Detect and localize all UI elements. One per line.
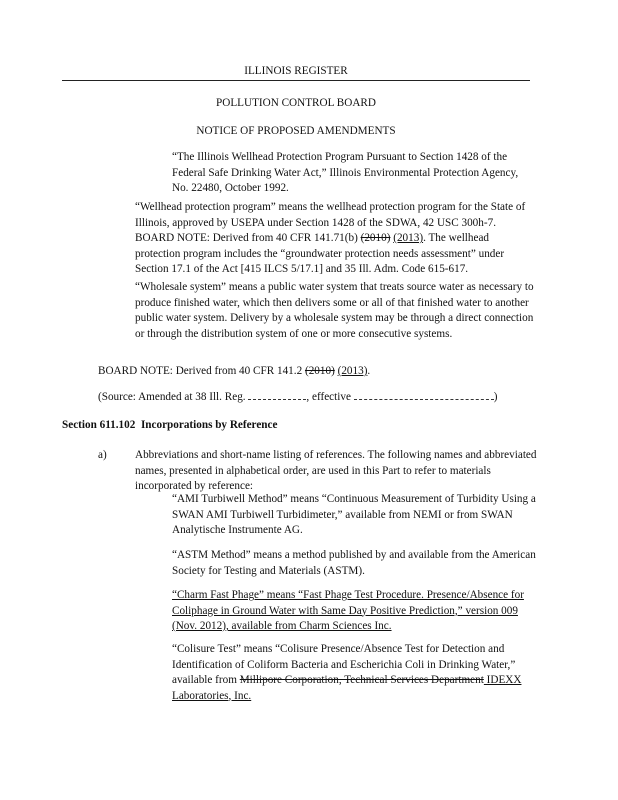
ref-charm-fast-phage: “Charm Fast Phage” means “Fast Phage Test Procedure. Presence/Absence for Coliphage in Ground Water with Same Day Positive Prediction,” version 009 (Nov. 2012), available from Charm Sciences Inc. bbox=[172, 589, 524, 632]
section-title: Incorporations by Reference bbox=[140, 419, 278, 431]
ref-astm: “ASTM Method” means a method published by and available from the American Society for Testing and Materials (ASTM). bbox=[172, 549, 536, 577]
inserted-year: (2013) bbox=[393, 232, 424, 244]
struck-source: Millipore Corporation, Technical Services Department bbox=[239, 674, 484, 686]
ref-ami-turbiwell: “AMI Turbiwell Method” means “Continuous Measurement of Turbidity Using a SWAN AMI Turbiwell Turbidimeter,” available from NEMI or from SWAN Analytische Instrumente AG. bbox=[172, 493, 536, 536]
ref-colisure: “Colisure Test” means “Colisure Presence/Absence Test for Detection and Identification of Coliform Bacteria and Escherichia Coli in Drinking Water,” available from Millipore Corporation, Technical Services Department IDEXX Laboratories, Inc. bbox=[172, 643, 522, 702]
section-number: Section 611.102 bbox=[62, 419, 136, 431]
register-title: ILLINOIS REGISTER bbox=[244, 65, 348, 77]
ref-1428-paragraph: “The Illinois Wellhead Protection Program Pursuant to Section 1428 of the Federal Safe Drinking Water Act,” Illinois Environmental Protection Agency, No. 22480, October 1992. bbox=[172, 151, 519, 194]
register-page-blank bbox=[248, 390, 306, 400]
section-heading bbox=[62, 418, 532, 434]
inserted-source: IDEXX Laboratories, Inc. bbox=[172, 674, 522, 702]
board-title: POLLUTION CONTROL BOARD bbox=[216, 97, 376, 109]
inserted-year: (2013) bbox=[337, 365, 368, 377]
source-line: (Source: Amended at 38 Ill. Reg. , effective ) bbox=[98, 391, 498, 403]
board-note: BOARD NOTE: Derived from 40 CFR 141.2 (2010) (2013). bbox=[98, 365, 371, 377]
effective-date-blank bbox=[354, 390, 494, 400]
wholesale-definition: “Wholesale system” means a public water system that treats source water as necessary to produce finished water, which then delivers some or all of that finished water to another public water system. Delivery by a wholesale system may be through a direct connection or through the distribution system of one or more consecutive systems. bbox=[135, 281, 534, 340]
wellhead-definition: “Wellhead protection program” means the wellhead protection program for the State of Illinois, approved by USEPA under Section 1428 of the SDWA, 42 USC 300h-7. BOARD NOTE: Derived from 40 CFR 141.71(b) (2010) (2013). The wellhead protection program includes the “groundwater protection needs assessment” under Section 17.1 of the Act [415 ILCS 5/17.1] and 35 Ill. Adm. Code 615-617. bbox=[135, 201, 526, 275]
struck-year: (2010) bbox=[304, 365, 335, 377]
struck-year: (2010) bbox=[360, 232, 391, 244]
item-a-label: a) bbox=[98, 449, 107, 461]
item-a-text: Abbreviations and short-name listing of references. The following names and abbreviated names, presented in alphabetical order, are used in this Part to refer to materials incorporated by reference: bbox=[135, 449, 537, 492]
notice-title: NOTICE OF PROPOSED AMENDMENTS bbox=[196, 125, 396, 137]
header-rule bbox=[62, 80, 530, 81]
